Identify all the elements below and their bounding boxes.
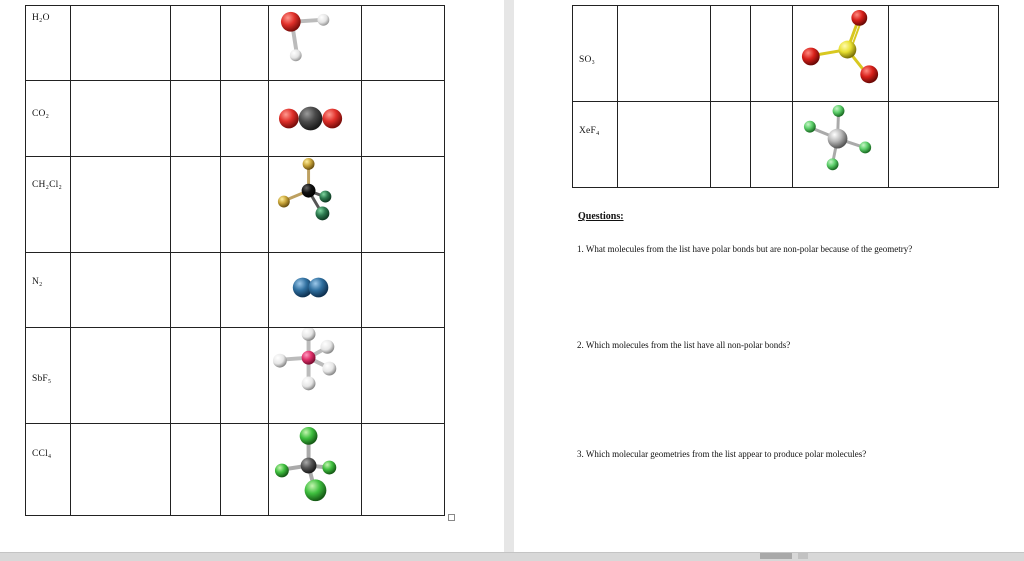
table-row [26,424,445,516]
table-row [573,6,999,102]
empty-cell[interactable] [221,157,269,253]
empty-cell[interactable] [171,6,221,81]
question-2: 2. Which molecules from the list have all non-polar bonds? [577,340,791,350]
empty-cell[interactable] [71,6,171,81]
empty-cell[interactable] [221,328,269,424]
empty-cell[interactable] [362,328,445,424]
model-cell[interactable] [269,328,362,424]
carbon-dioxide-molecule-model [269,81,361,156]
formula-label: CH₂Cl₂ [32,180,62,190]
empty-cell[interactable] [362,424,445,516]
model-cell[interactable] [269,424,362,516]
formula-cell[interactable] [26,424,71,516]
table-row [26,253,445,328]
question-3: 3. Which molecular geometries from the list appear to produce polar molecules? [577,449,867,459]
empty-cell[interactable] [618,6,711,102]
table-row [26,81,445,157]
formula-label: H₂O [32,13,50,23]
empty-cell[interactable] [71,424,171,516]
model-cell[interactable] [793,102,889,188]
empty-cell[interactable] [71,328,171,424]
table-resize-handle[interactable] [448,514,455,521]
formula-label: XeF₄ [579,126,600,136]
formula-cell[interactable] [573,102,618,188]
empty-cell[interactable] [71,253,171,328]
xenon-tetrafluoride-molecule-model [793,102,888,187]
formula-cell[interactable] [26,6,71,81]
formula-cell[interactable] [26,328,71,424]
scrollbar-thumb-secondary[interactable] [798,553,808,559]
empty-cell[interactable] [362,81,445,157]
model-cell[interactable] [269,6,362,81]
formula-label: SO₃ [579,55,596,65]
empty-cell[interactable] [171,253,221,328]
formula-cell[interactable] [573,6,618,102]
formula-label: CCl₄ [32,449,52,459]
empty-cell[interactable] [362,6,445,81]
dichloromethane-molecule-model [269,157,361,252]
empty-cell[interactable] [751,6,793,102]
empty-cell[interactable] [171,157,221,253]
empty-cell[interactable] [751,102,793,188]
formula-cell[interactable] [26,81,71,157]
table-row [26,157,445,253]
empty-cell[interactable] [171,328,221,424]
questions-heading: Questions: [578,211,624,222]
question-1: 1. What molecules from the list have polar bonds but are non-polar because of the geometry? [577,244,913,254]
empty-cell[interactable] [221,253,269,328]
model-cell[interactable] [793,6,889,102]
formula-cell[interactable] [26,157,71,253]
formula-cell[interactable] [26,253,71,328]
table-row [26,328,445,424]
empty-cell[interactable] [171,81,221,157]
empty-cell[interactable] [71,81,171,157]
empty-cell[interactable] [362,253,445,328]
empty-cell[interactable] [711,102,751,188]
empty-cell[interactable] [889,6,999,102]
empty-cell[interactable] [221,6,269,81]
model-cell[interactable] [269,81,362,157]
table-row [573,102,999,188]
molecule-table-left [25,5,445,516]
empty-cell[interactable] [618,102,711,188]
formula-label: CO₂ [32,109,50,119]
table-row [26,6,445,81]
empty-cell[interactable] [362,157,445,253]
empty-cell[interactable] [171,424,221,516]
empty-cell[interactable] [221,81,269,157]
formula-label: SbF₅ [32,374,52,384]
empty-cell[interactable] [711,6,751,102]
model-cell[interactable] [269,157,362,253]
sulfur-trioxide-molecule-model [793,6,888,101]
antimony-pentafluoride-molecule-model [269,328,361,423]
nitrogen-molecule-model [269,253,361,327]
empty-cell[interactable] [71,157,171,253]
empty-cell[interactable] [221,424,269,516]
empty-cell[interactable] [889,102,999,188]
water-molecule-model [269,6,361,80]
scrollbar-thumb[interactable] [760,553,792,559]
formula-label: N₂ [32,277,43,287]
model-cell[interactable] [269,253,362,328]
molecule-table-right [572,5,999,188]
carbon-tetrachloride-molecule-model [269,424,361,515]
